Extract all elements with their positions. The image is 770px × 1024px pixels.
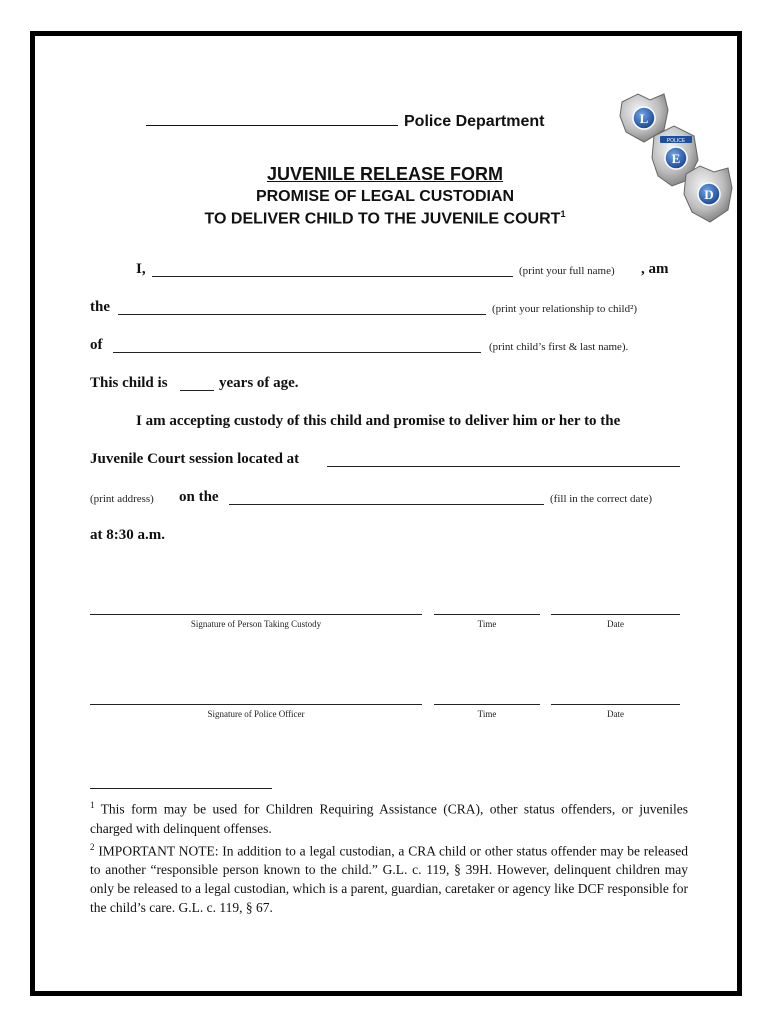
badge-letter-l: L: [639, 111, 649, 126]
footnote-1: [90, 796, 688, 838]
court-time: at 8:30 a.m.: [90, 527, 165, 543]
relationship-field[interactable]: [118, 314, 486, 315]
custodian-date-field[interactable]: [551, 614, 680, 615]
child-prefix: of: [90, 337, 103, 353]
custodian-signature-field[interactable]: [90, 614, 422, 615]
promise-text: I am accepting custody of this child and promise to deliver him or her to the: [136, 413, 621, 429]
form-subtitle: PROMISE OF LEGAL CUSTODIAN: [255, 188, 515, 205]
custodian-time-label: Time: [477, 619, 497, 629]
department-suffix: Police Department: [404, 113, 545, 130]
badge-letter-d: D: [704, 187, 714, 202]
address-hint: (print address): [90, 493, 154, 505]
department-name-blank[interactable]: [146, 111, 398, 126]
footnote-mark-2: 2: [90, 841, 95, 852]
name-prefix: I,: [136, 261, 146, 277]
footnotes: [90, 796, 688, 917]
footnote-1-text: This form may be used for Children Requiring Assistance (CRA), other status offenders, or juveniles charged with delinquent offenses.: [90, 801, 688, 836]
child-name-field[interactable]: [113, 352, 481, 353]
form-title: JUVENILE RELEASE FORM: [266, 164, 504, 184]
form-subtitle-2: [0, 209, 770, 228]
custodian-time-field[interactable]: [434, 614, 540, 615]
subtitle-2-text: TO DELIVER CHILD TO THE JUVENILE COURT: [204, 210, 561, 228]
relationship-hint: (print your relationship to child²): [492, 303, 638, 315]
name-hint: (print your full name): [519, 265, 615, 277]
badge-police-text: POLICE: [666, 138, 686, 144]
date-hint: (fill in the correct date): [550, 493, 653, 505]
footnote-ref-1: 1: [560, 209, 566, 219]
officer-signature-field[interactable]: [90, 704, 422, 705]
court-prefix: Juvenile Court session located at: [90, 451, 300, 467]
full-name-field[interactable]: [152, 276, 513, 277]
relationship-prefix: the: [90, 299, 110, 315]
officer-date-field[interactable]: [551, 704, 680, 705]
date-prefix: on the: [179, 489, 219, 505]
court-date-field[interactable]: [229, 504, 544, 505]
child-hint: (print child’s first & last name).: [489, 341, 629, 353]
court-address-field[interactable]: [327, 466, 680, 467]
department-header: [146, 111, 544, 131]
badge-letter-e: E: [671, 151, 681, 166]
footnote-2-text: IMPORTANT NOTE: In addition to a legal custodian, a CRA child or other status offender may be released to another “responsible person known to the child.” G.L. c. 119, § 39H. However, delinquent children may only be released to a legal custodian, which is a parent, guardian, caretaker or agency like DCF responsible for the child’s care. G.L. c. 119, § 67.: [90, 843, 689, 915]
officer-date-label: Date: [607, 709, 624, 719]
child-age-field[interactable]: [180, 390, 214, 391]
age-suffix: years of age.: [219, 375, 299, 391]
footnote-mark-1: 1: [90, 800, 95, 810]
name-suffix: , am: [641, 261, 669, 277]
footnote-2: [90, 838, 688, 918]
custodian-date-label: Date: [607, 619, 624, 629]
officer-time-field[interactable]: [434, 704, 540, 705]
officer-time-label: Time: [477, 709, 497, 719]
footnote-separator: [90, 788, 272, 789]
officer-signature-label: Signature of Police Officer: [207, 709, 305, 719]
custodian-signature-label: Signature of Person Taking Custody: [190, 619, 322, 629]
age-prefix: This child is: [90, 375, 168, 391]
